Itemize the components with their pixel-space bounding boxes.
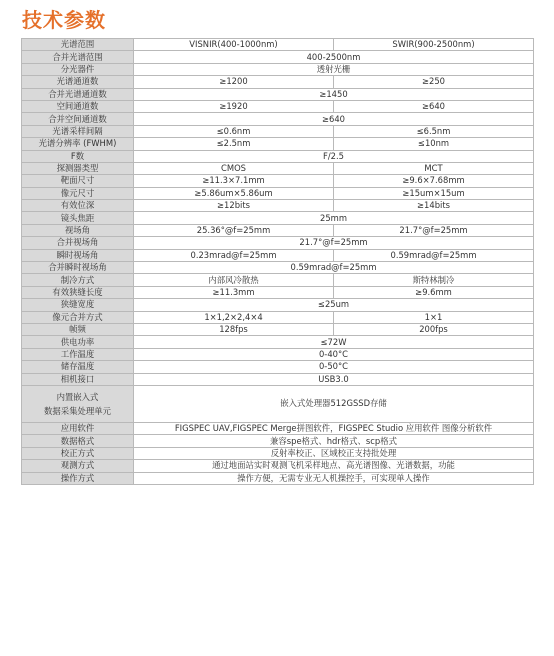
table-row bbox=[22, 323, 534, 335]
row-value: 200fps bbox=[334, 323, 534, 335]
table-row bbox=[22, 39, 534, 51]
row-value: 透射光栅 bbox=[134, 63, 534, 75]
table-row bbox=[22, 63, 534, 75]
row-label: 分光器件 bbox=[22, 63, 134, 75]
row-label: 合并光谱通道数 bbox=[22, 88, 134, 100]
table-row bbox=[22, 311, 534, 323]
row-label: 数据格式 bbox=[22, 435, 134, 447]
row-label: 像元合并方式 bbox=[22, 311, 134, 323]
table-row bbox=[22, 175, 534, 187]
row-label: 光谱范围 bbox=[22, 39, 134, 51]
row-value: ≥1920 bbox=[134, 100, 334, 112]
table-row bbox=[22, 336, 534, 348]
row-value: 内部风冷散热 bbox=[134, 274, 334, 286]
row-label: 供电功率 bbox=[22, 336, 134, 348]
row-value: 21.7°@f=25mm bbox=[134, 237, 534, 249]
row-value: 25.36°@f=25mm bbox=[134, 224, 334, 236]
row-value: 0.23mrad@f=25mm bbox=[134, 249, 334, 261]
table-row bbox=[22, 348, 534, 360]
row-value: ≤2.5nm bbox=[134, 138, 334, 150]
row-value: FIGSPEC UAV,FIGSPEC Merge拼图软件，FIGSPEC Studio 应用软件 图像分析软件 bbox=[134, 422, 534, 434]
table-row bbox=[22, 88, 534, 100]
row-value: 0.59mrad@f=25mm bbox=[134, 262, 534, 274]
row-value: 400-2500nm bbox=[134, 51, 534, 63]
row-value: ≤25um bbox=[134, 299, 534, 311]
table-row bbox=[22, 472, 534, 484]
row-value: USB3.0 bbox=[134, 373, 534, 385]
row-value: 通过地面站实时观测飞机采样地点、高光谱图像、光谱数据，功能 bbox=[134, 460, 534, 472]
row-label: 储存温度 bbox=[22, 361, 134, 373]
row-value: 嵌入式处理器512GSSD存储 bbox=[134, 385, 534, 422]
spec-table bbox=[21, 38, 534, 485]
row-value: VISNIR(400-1000nm) bbox=[134, 39, 334, 51]
row-label: 工作温度 bbox=[22, 348, 134, 360]
table-row bbox=[22, 447, 534, 459]
row-label: 光谱通道数 bbox=[22, 76, 134, 88]
row-label: 合并光谱范围 bbox=[22, 51, 134, 63]
table-row bbox=[22, 51, 534, 63]
row-label: 操作方式 bbox=[22, 472, 134, 484]
row-label: 视场角 bbox=[22, 224, 134, 236]
table-row bbox=[22, 373, 534, 385]
table-row bbox=[22, 100, 534, 112]
table-row bbox=[22, 187, 534, 199]
row-label: 合并空间通道数 bbox=[22, 113, 134, 125]
row-value: 操作方便，无需专业无人机操控手，可实现单人操作 bbox=[134, 472, 534, 484]
row-label: 光谱分辨率 (FWHM) bbox=[22, 138, 134, 150]
row-value: ≤6.5nm bbox=[334, 125, 534, 137]
row-value: ≤72W bbox=[134, 336, 534, 348]
table-row bbox=[22, 361, 534, 373]
row-label: 内置嵌入式 数据采集处理单元 bbox=[22, 385, 134, 422]
row-value: 0-40°C bbox=[134, 348, 534, 360]
row-value: ≥5.86um×5.86um bbox=[134, 187, 334, 199]
row-value: ≤0.6nm bbox=[134, 125, 334, 137]
table-row bbox=[22, 385, 534, 422]
row-value: 反射率校正、区域校正支持批处理 bbox=[134, 447, 534, 459]
row-value: 1×1 bbox=[334, 311, 534, 323]
table-row bbox=[22, 200, 534, 212]
row-label: 合并瞬时视场角 bbox=[22, 262, 134, 274]
table-row bbox=[22, 286, 534, 298]
row-label: 靶面尺寸 bbox=[22, 175, 134, 187]
table-row bbox=[22, 162, 534, 174]
row-value: ≥11.3×7.1mm bbox=[134, 175, 334, 187]
row-value: 兼容spe格式、hdr格式、scp格式 bbox=[134, 435, 534, 447]
table-row bbox=[22, 224, 534, 236]
row-value: ≥250 bbox=[334, 76, 534, 88]
row-value: ≥640 bbox=[334, 100, 534, 112]
row-label: 空间通道数 bbox=[22, 100, 134, 112]
row-value: ≥1200 bbox=[134, 76, 334, 88]
row-value: ≤10nm bbox=[334, 138, 534, 150]
row-label: F数 bbox=[22, 150, 134, 162]
row-value: 128fps bbox=[134, 323, 334, 335]
row-value: ≥1450 bbox=[134, 88, 534, 100]
table-row bbox=[22, 435, 534, 447]
row-value: MCT bbox=[334, 162, 534, 174]
row-label: 校正方式 bbox=[22, 447, 134, 459]
row-label: 探测器类型 bbox=[22, 162, 134, 174]
row-value: CMOS bbox=[134, 162, 334, 174]
page-title: 技术参数 bbox=[22, 8, 106, 32]
row-value: ≥15um×15um bbox=[334, 187, 534, 199]
row-value: 斯特林制冷 bbox=[334, 274, 534, 286]
row-label: 相机接口 bbox=[22, 373, 134, 385]
table-row bbox=[22, 249, 534, 261]
row-label: 镜头焦距 bbox=[22, 212, 134, 224]
table-row bbox=[22, 274, 534, 286]
row-label: 瞬时视场角 bbox=[22, 249, 134, 261]
row-value: SWIR(900-2500nm) bbox=[334, 39, 534, 51]
table-row bbox=[22, 212, 534, 224]
table-row bbox=[22, 125, 534, 137]
row-value: ≥12bits bbox=[134, 200, 334, 212]
table-row bbox=[22, 299, 534, 311]
row-value: 0.59mrad@f=25mm bbox=[334, 249, 534, 261]
row-value: ≥9.6×7.68mm bbox=[334, 175, 534, 187]
row-value: 25mm bbox=[134, 212, 534, 224]
spec-table-body bbox=[22, 39, 534, 485]
row-label: 帧频 bbox=[22, 323, 134, 335]
table-row bbox=[22, 150, 534, 162]
row-label: 像元尺寸 bbox=[22, 187, 134, 199]
row-label: 有效位深 bbox=[22, 200, 134, 212]
row-label: 狭缝宽度 bbox=[22, 299, 134, 311]
row-value: 0-50°C bbox=[134, 361, 534, 373]
table-row bbox=[22, 460, 534, 472]
row-value: 21.7°@f=25mm bbox=[334, 224, 534, 236]
row-value: ≥14bits bbox=[334, 200, 534, 212]
row-value: F/2.5 bbox=[134, 150, 534, 162]
row-value: ≥640 bbox=[134, 113, 534, 125]
table-row bbox=[22, 138, 534, 150]
row-label: 光谱采样间隔 bbox=[22, 125, 134, 137]
table-row bbox=[22, 113, 534, 125]
row-label: 制冷方式 bbox=[22, 274, 134, 286]
table-row bbox=[22, 262, 534, 274]
row-label: 有效狭缝长度 bbox=[22, 286, 134, 298]
row-value: 1×1,2×2,4×4 bbox=[134, 311, 334, 323]
table-row bbox=[22, 76, 534, 88]
table-row bbox=[22, 237, 534, 249]
row-label: 合并视场角 bbox=[22, 237, 134, 249]
table-row bbox=[22, 422, 534, 434]
row-label: 观测方式 bbox=[22, 460, 134, 472]
row-value: ≥9.6mm bbox=[334, 286, 534, 298]
row-label: 应用软件 bbox=[22, 422, 134, 434]
row-value: ≥11.3mm bbox=[134, 286, 334, 298]
